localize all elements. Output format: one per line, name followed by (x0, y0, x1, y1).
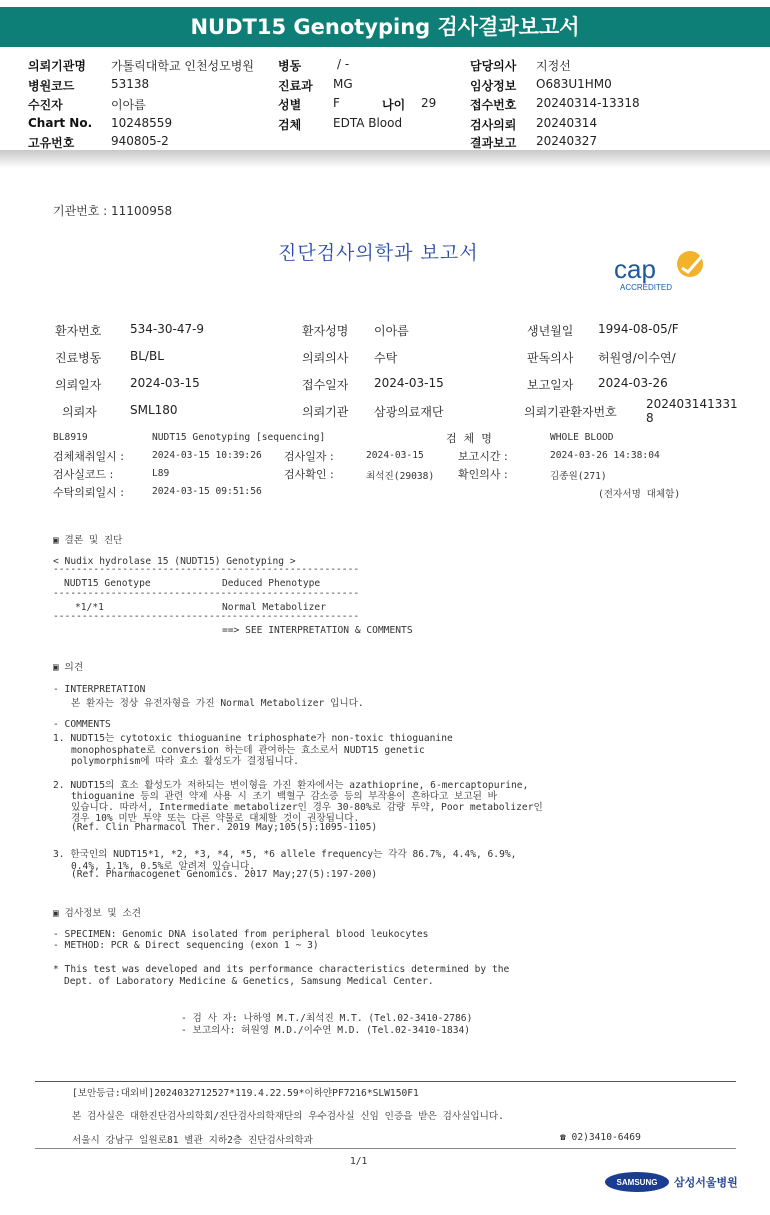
testdate-value: 2024-03-15 (366, 450, 424, 461)
report-document (0, 168, 770, 1215)
samsung-wordmark: SAMSUNG (616, 1178, 658, 1187)
receipt-label: 접수번호 (470, 98, 517, 112)
interp-head: - INTERPRETATION (53, 684, 146, 695)
conclusion-rule-3: ----------------------------------------------------- (53, 611, 360, 622)
samsung-logo-icon (604, 1171, 744, 1193)
doc-title: 진단검사의학과 보고서 (278, 242, 479, 264)
cap-logo-brand: cap (614, 254, 656, 284)
method-note-1: * This test was developed and its performance characteristics determined by the (53, 964, 510, 975)
collect-label: 검체채취일시 : (53, 450, 124, 463)
specimen-label: 검체 (278, 118, 302, 132)
org-value: 가톨릭대학교 인천성모병원 (111, 59, 254, 73)
patient-label: 수진자 (28, 98, 63, 112)
confirmdoc-value: 김종원(271) (550, 471, 607, 482)
method-heading: ▣ 검사정보 및 소견 (53, 908, 141, 919)
conclusion-subtitle: < Nudix hydrolase 15 (NUDT15) Genotyping > (53, 556, 296, 567)
repdate-value: 2024-03-26 (598, 376, 668, 390)
header-divider (0, 150, 770, 168)
uid-label: 고유번호 (28, 136, 75, 150)
ward2-label: 진료병동 (55, 351, 102, 365)
room-value: L89 (152, 468, 170, 479)
hospital-wordmark: 삼성서울병원 (674, 1176, 738, 1189)
testdate-label: 검사일자 : (284, 450, 334, 463)
comment-2-line-4: 경우 10% 미만 투약 또는 다른 약물로 대체할 것이 권장됩니다. (71, 813, 360, 824)
chart-label: Chart No. (28, 116, 93, 130)
collect-value: 2024-03-15 10:39:26 (152, 450, 262, 461)
age-label: 나이 (382, 98, 406, 112)
comment-3-line-2: 0.4%, 1.1%, 0.5%로 알려져 있습니다. (71, 861, 255, 872)
ward-label: 병동 (278, 59, 302, 73)
reporttime-label: 보고시간 : (458, 450, 508, 463)
confirm-value: 최석진(29038) (366, 471, 435, 482)
phenotype-value: Normal Metabolizer (222, 602, 326, 613)
recdate-value: 2024-03-15 (374, 376, 444, 390)
security-line: [보안등급:대외비]2024032712527*119.4.22.59*이하얀PF7216*SLW150F1 (72, 1088, 419, 1099)
cap-logo-sub: ACCREDITED (620, 283, 673, 292)
receipt-value: 20240314-13318 (536, 96, 640, 110)
genotype-col-header: NUDT15 Genotype (64, 578, 151, 589)
hospcode-label: 병원코드 (28, 79, 75, 93)
room-label: 검사실코드 : (53, 468, 114, 481)
footer-rule-top (35, 1081, 736, 1082)
samsung-hospital-logo (604, 1171, 744, 1193)
dept-value: MG (333, 77, 353, 91)
ward2-value: BL/BL (130, 349, 164, 363)
clinical-value: O683U1HM0 (536, 77, 612, 91)
report-label: 결과보고 (470, 136, 517, 150)
uid-value: 940805-2 (111, 134, 169, 148)
report-banner-title: NUDT15 Genotyping 검사결과보고서 (0, 7, 770, 47)
opinion-heading: ▣ 의견 (53, 662, 84, 673)
comment-1-line-1: 1. NUDT15는 cytotoxic thioguanine triphosphate가 non-toxic thioguanine (53, 733, 453, 744)
request-value: 20240314 (536, 116, 598, 130)
chart-value: 10248559 (111, 116, 173, 130)
orgpid-value-1: 202403141331 (646, 397, 738, 411)
readdoc-label: 판독의사 (527, 351, 574, 365)
readdoc-value: 허원영/이수연/ (598, 351, 676, 365)
inst-no: 기관번호 : 11100958 (53, 204, 173, 218)
method-reporter: - 보고의사: 허원영 M.D./이수연 M.D. (Tel.02-3410-1834) (181, 1025, 471, 1036)
orgpid-value-2: 8 (646, 411, 654, 425)
reqdoc-label: 의뢰의사 (302, 351, 349, 365)
pid-value: 534-30-47-9 (130, 322, 205, 336)
test-name: NUDT15 Genotyping [sequencing] (152, 432, 326, 443)
reporttime-value: 2024-03-26 14:38:04 (550, 450, 660, 461)
comment-2-line-5: (Ref. Clin Pharmacol Ther. 2019 May;105(5):1095-1105) (71, 822, 378, 833)
reqorg-value: 삼광의료재단 (374, 405, 444, 419)
test-code: BL8919 (53, 432, 88, 443)
address-line: 서울시 강남구 일원로81 별관 지하2층 진단검사의학과 (72, 1135, 313, 1146)
confirmdoc-label: 확인의사 : (458, 468, 508, 481)
reqdoc-value: 수탁 (374, 351, 398, 365)
hospcode-value: 53138 (111, 77, 150, 91)
test-specimen-label: 검 체 명 (446, 432, 492, 445)
orgpid-label: 의뢰기관환자번호 (524, 405, 617, 419)
patient-value: 이아름 (111, 98, 146, 112)
cap-logo-icon (612, 248, 708, 292)
dept-label: 진료과 (278, 79, 313, 93)
genotype-value: *1/*1 (75, 602, 104, 613)
comment-2-line-3: 있습니다. 따라서, Intermediate metabolizer인 경우 30-80%로 감량 투약, Poor metabolizer인 (71, 802, 543, 813)
conclusion-rule-2: ----------------------------------------------------- (53, 588, 360, 599)
recdate-label: 접수일자 (302, 378, 349, 392)
dob-value: 1994-08-05/F (598, 322, 679, 336)
phone-line: ☎ 02)3410-6469 (560, 1132, 641, 1143)
report-header (0, 47, 770, 152)
pname-label: 환자성명 (302, 324, 349, 338)
org-label: 의뢰기관명 (28, 59, 86, 73)
doctor-label: 담당의사 (470, 59, 517, 73)
ward-value: / - (337, 57, 350, 71)
comment-3-line-3: (Ref. Pharmacogenet Genomics. 2017 May;27(5):197-200) (71, 869, 378, 880)
cert-line: 본 검사실은 대한진단검사의학회/진단검사의학재단의 우수검사실 신임 인증을 받은 검사실입니다. (72, 1111, 504, 1122)
conclusion-heading: ▣ 결론 및 진단 (53, 535, 123, 546)
test-specimen-value: WHOLE BLOOD (550, 432, 614, 443)
order-value: 2024-03-15 09:51:56 (152, 486, 262, 497)
pid-label: 환자번호 (55, 324, 102, 338)
requester-value: SML180 (130, 403, 178, 417)
sex-value: F (333, 96, 340, 110)
method-method: - METHOD: PCR & Direct sequencing (exon 1 ~ 3) (53, 940, 319, 951)
method-specimen: - SPECIMEN: Genomic DNA isolated from peripheral blood leukocytes (53, 929, 429, 940)
repdate-label: 보고일자 (527, 378, 574, 392)
comment-1-line-3: polymorphism에 따라 효소 활성도가 결정됩니다. (71, 756, 299, 767)
reqorg-label: 의뢰기관 (302, 405, 349, 419)
age-value: 29 (421, 96, 437, 110)
comment-3-line-1: 3. 한국인의 NUDT15*1, *2, *3, *4, *5, *6 allele frequency는 각각 86.7%, 4.4%, 6.9%, (53, 849, 517, 860)
order-label: 수탁의뢰일시 : (53, 486, 124, 499)
method-note-2: Dept. of Laboratory Medicine & Genetics, Samsung Medical Center. (64, 976, 434, 987)
requester-label: 의뢰자 (62, 405, 97, 419)
clinical-label: 임상정보 (470, 79, 517, 93)
method-tester: - 검 사 자: 나하영 M.T./최석진 M.T. (Tel.02-3410-2786) (181, 1013, 473, 1024)
phenotype-col-header: Deduced Phenotype (222, 578, 321, 589)
esign-note: (전자서명 대체함) (598, 489, 681, 500)
footer-rule-bottom (35, 1148, 736, 1149)
reqdate-value: 2024-03-15 (130, 376, 200, 390)
cap-accredited-logo (612, 248, 708, 292)
pname-value: 이아름 (374, 324, 409, 338)
page-number: 1/1 (350, 1156, 368, 1167)
specimen-value: EDTA Blood (333, 116, 403, 130)
doctor-value: 지정선 (536, 59, 571, 73)
comment-2-line-1: 2. NUDT15의 효소 활성도가 저하되는 변이형을 가진 환자에서는 azathioprine, 6-mercaptopurine, (53, 780, 529, 791)
sex-label: 성별 (278, 98, 302, 112)
request-label: 검사의뢰 (470, 118, 517, 132)
comment-1-line-2: monophosphate로 conversion 하는데 관여하는 효소로서 NUDT15 genetic (71, 745, 425, 756)
reqdate-label: 의뢰일자 (55, 378, 102, 392)
interp-text: 본 환자는 정상 유전자형을 가진 Normal Metabolizer 입니다. (71, 698, 364, 709)
confirm-label: 검사확인 : (284, 468, 334, 481)
report-value: 20240327 (536, 134, 598, 148)
comment-2-line-2: thioguanine 등의 관련 약제 사용 시 조기 백혈구 감소증 등의 부작용이 흔하다고 보고된 바 (71, 791, 497, 802)
dob-label: 생년월일 (527, 324, 574, 338)
see-interpretation: ==> SEE INTERPRETATION & COMMENTS (222, 625, 413, 636)
comments-head: - COMMENTS (53, 719, 111, 730)
conclusion-rule-1: ----------------------------------------------------- (53, 564, 360, 575)
